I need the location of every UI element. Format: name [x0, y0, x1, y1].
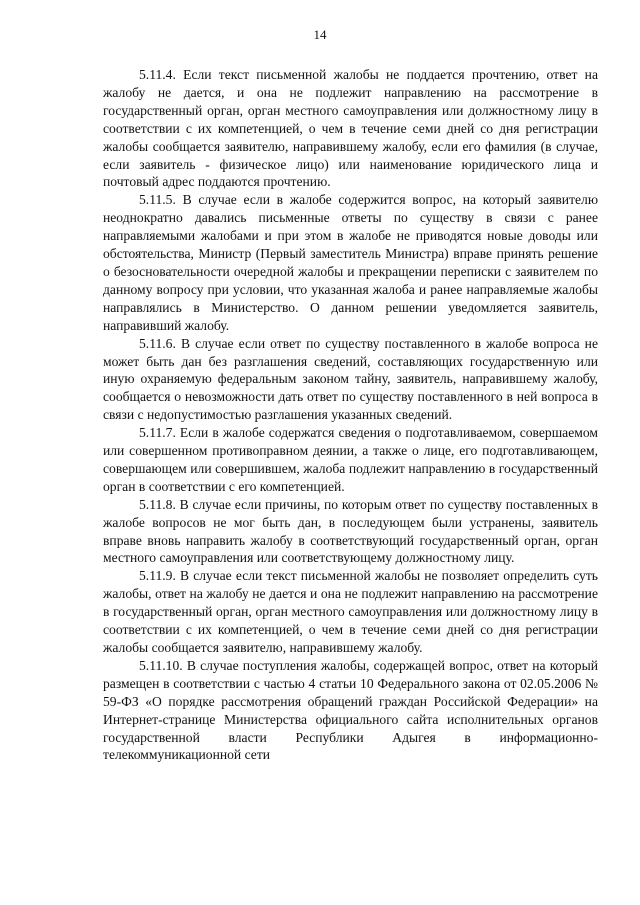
document-body [103, 66, 598, 764]
paragraph-5-11-10: 5.11.10. В случае поступления жалобы, содержащей вопрос, ответ на который размещен в соответствии с частью 4 статьи 10 Федерального закона от 02.05.2006 № 59-ФЗ «О порядке рассмотрения обращений граждан Российской Федерации» на Интернет-странице Министерства официального сайта исполнительных органов государственной власти Республики Адыгея в информационно-телекоммуникационной сети [103, 657, 598, 763]
paragraph-5-11-9: 5.11.9. В случае если текст письменной жалобы не позволяет определить суть жалобы, ответ на жалобу не дается и она не подлежит направлению на рассмотрение в государственный орган, орган местного самоуправления или должностному лицу в соответствии с их компетенцией, о чем в течение семи дней со дня регистрации жалобы сообщается заявителю, направившему жалобу. [103, 568, 598, 655]
paragraph-5-11-5: 5.11.5. В случае если в жалобе содержится вопрос, на который заявителю неоднократно давались письменные ответы по существу в связи с ранее направляемыми жалобами и при этом в жалобе не приводятся новые доводы или обстоятельства, Министр (Первый заместитель Министра) вправе принять решение о безосновательности очередной жалобы и прекращении переписки с заявителем по данному вопросу при условии, что указанная жалоба и ранее направляемые жалобы направлялись в Министерство. О данном решении уведомляется заявитель, направивший жалобу. [103, 192, 598, 333]
page-number: 14 [313, 27, 327, 42]
paragraph-5-11-4: 5.11.4. Если текст письменной жалобы не поддается прочтению, ответ на жалобу не дается, и она не подлежит направлению на рассмотрение в государственный орган, орган местного самоуправления или должностному лицу в соответствии с их компетенцией, о чем в течение семи дней со дня регистрации жалобы сообщается заявителю, направившему жалобу, если его фамилия (в случае, если заявитель - физическое лицо) или наименование юридического лица и почтовый адрес поддаются прочтению. [103, 67, 598, 190]
paragraph-5-11-6: 5.11.6. В случае если ответ по существу поставленного в жалобе вопроса не может быть дан без разглашения сведений, составляющих государственную или иную охраняемую федеральным законом тайну, заявитель, направившему жалобу, сообщается о невозможности дать ответ по существу поставленного в ней вопроса в связи с недопустимостью разглашения указанных сведений. [103, 335, 598, 423]
paragraph-5-11-7: 5.11.7. Если в жалобе содержатся сведения о подготавливаемом, совершаемом или совершенном противоправном деянии, а также о лице, его подготавливающем, совершающем или совершившем, жалоба подлежит направлению в государственный орган в соответствии с его компетенцией. [103, 425, 598, 494]
paragraph-5-11-8: 5.11.8. В случае если причины, по которым ответ по существу поставленных в жалобе вопросов не мог быть дан, в последующем были устранены, заявитель вправе вновь направить жалобу в соответствующий государственный орган, орган местного самоуправления или соответствующему должностному лицу. [103, 496, 598, 566]
